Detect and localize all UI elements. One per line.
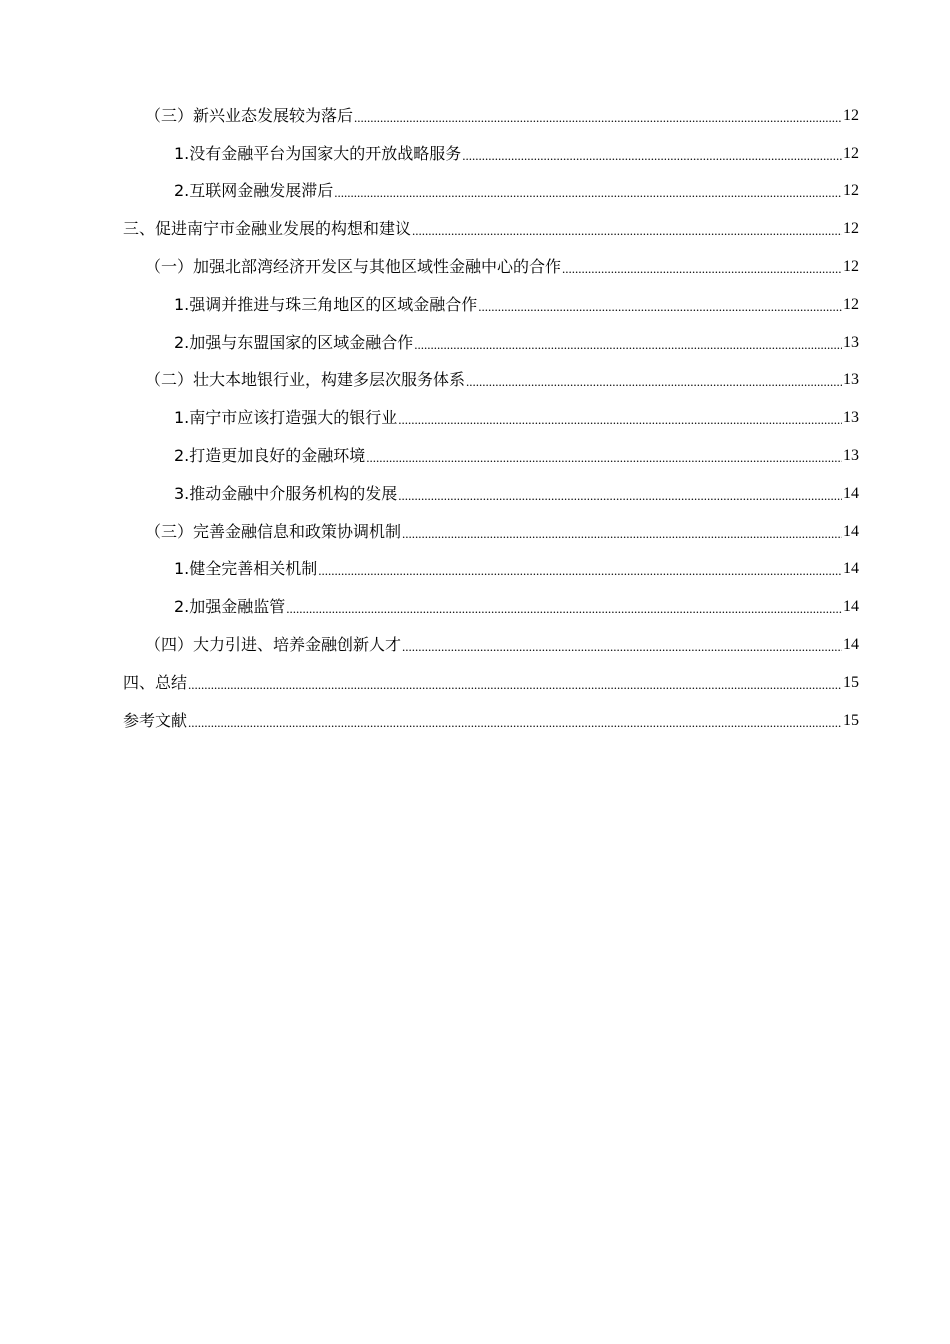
toc-entry[interactable] — [123, 699, 859, 737]
toc-entry-title: （二）壮大本地银行业，构建多层次服务体系 — [145, 370, 466, 390]
toc-entry[interactable] — [123, 94, 859, 132]
toc-entry-page: 12 — [843, 257, 859, 275]
toc-dot-leader — [412, 223, 842, 239]
toc-entry-page: 13 — [843, 333, 859, 351]
toc-entry[interactable] — [123, 661, 859, 699]
toc-entry-title: 三、促进南宁市金融业发展的构想和建议 — [123, 219, 412, 239]
toc-entry[interactable] — [123, 510, 859, 548]
toc-entry-title: （三）完善金融信息和政策协调机制 — [145, 521, 402, 541]
toc-dot-leader — [402, 639, 842, 655]
toc-entry-title: （三）新兴业态发展较为落后 — [145, 105, 354, 125]
toc-entry[interactable] — [123, 434, 859, 472]
toc-entry-page: 14 — [843, 522, 859, 540]
toc-entry-title: （一）加强北部湾经济开发区与其他区域性金融中心的合作 — [145, 256, 562, 276]
toc-dot-leader — [462, 148, 842, 164]
toc-entry-title: 四、总结 — [123, 672, 188, 692]
toc-dot-leader — [398, 412, 842, 428]
toc-dot-leader — [334, 185, 842, 201]
toc-entry[interactable] — [123, 585, 859, 623]
toc-entry[interactable] — [123, 548, 859, 586]
toc-dot-leader — [286, 601, 842, 617]
toc-entry[interactable] — [123, 472, 859, 510]
toc-dot-leader — [188, 715, 842, 731]
toc-entry-title: 1.健全完善相关机制 — [174, 559, 318, 579]
toc-dot-leader — [398, 488, 842, 504]
toc-entry-page: 15 — [843, 673, 859, 691]
toc-entry-page: 13 — [843, 446, 859, 464]
toc-entry-page: 12 — [843, 182, 859, 200]
toc-entry-page: 12 — [843, 220, 859, 238]
toc-dot-leader — [402, 526, 842, 542]
toc-dot-leader — [354, 110, 842, 126]
toc-entry[interactable] — [123, 132, 859, 170]
toc-entry-title: （四）大力引进、培养金融创新人才 — [145, 634, 402, 654]
toc-entry-page: 12 — [843, 106, 859, 124]
toc-entry-page: 14 — [843, 598, 859, 616]
toc-entry[interactable] — [123, 396, 859, 434]
toc-entry-title: 1.南宁市应该打造强大的银行业 — [174, 408, 398, 428]
toc-dot-leader — [414, 337, 842, 353]
table-of-contents — [123, 94, 859, 737]
toc-entry[interactable] — [123, 207, 859, 245]
toc-entry-title: 2.加强金融监管 — [174, 597, 286, 617]
toc-dot-leader — [366, 450, 842, 466]
toc-entry-title: 2.互联网金融发展滞后 — [174, 181, 334, 201]
toc-entry-page: 14 — [843, 560, 859, 578]
toc-dot-leader — [188, 677, 842, 693]
toc-entry[interactable] — [123, 245, 859, 283]
toc-dot-leader — [562, 261, 842, 277]
toc-dot-leader — [466, 374, 842, 390]
toc-entry-title: 1.强调并推进与珠三角地区的区域金融合作 — [174, 294, 478, 314]
toc-entry-page: 12 — [843, 295, 859, 313]
toc-entry-page: 12 — [843, 144, 859, 162]
toc-entry[interactable] — [123, 359, 859, 397]
toc-entry-title: 2.打造更加良好的金融环境 — [174, 445, 366, 465]
toc-entry-title: 参考文献 — [123, 710, 188, 730]
toc-entry[interactable] — [123, 170, 859, 208]
toc-entry-page: 15 — [843, 711, 859, 729]
toc-entry-title: 1.没有金融平台为国家大的开放战略服务 — [174, 143, 462, 163]
toc-dot-leader — [318, 563, 842, 579]
toc-entry[interactable] — [123, 283, 859, 321]
toc-entry-page: 14 — [843, 484, 859, 502]
toc-dot-leader — [478, 299, 842, 315]
toc-entry-page: 14 — [843, 635, 859, 653]
toc-entry[interactable] — [123, 623, 859, 661]
toc-entry[interactable] — [123, 321, 859, 359]
toc-entry-title: 3.推动金融中介服务机构的发展 — [174, 483, 398, 503]
toc-entry-page: 13 — [843, 371, 859, 389]
toc-entry-page: 13 — [843, 409, 859, 427]
toc-entry-title: 2.加强与东盟国家的区域金融合作 — [174, 332, 414, 352]
